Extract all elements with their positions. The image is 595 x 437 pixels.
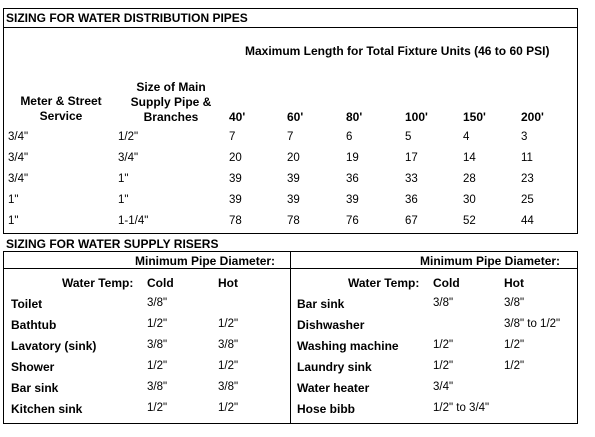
hot-size: 1/2" xyxy=(218,318,239,330)
length-40: 40' xyxy=(229,110,246,124)
fixture-name: Bar sink xyxy=(11,381,59,395)
hot-size: 1/2" xyxy=(218,360,239,372)
value-40: 78 xyxy=(229,215,242,227)
cold-size: 1/2" xyxy=(433,339,454,351)
hot-header-left: Hot xyxy=(218,276,238,290)
value-80: 36 xyxy=(346,173,359,185)
water-temp-right: Water Temp: xyxy=(348,276,420,290)
risers-header-rule-right xyxy=(290,268,578,269)
min-diameter-left: Minimum Pipe Diameter: xyxy=(135,254,276,268)
cold-size: 1/2" xyxy=(433,360,454,372)
max-length-header: Maximum Length for Total Fixture Units (46 to 60 PSI) xyxy=(245,44,550,58)
value-80: 76 xyxy=(346,215,359,227)
value-40: 7 xyxy=(229,131,236,143)
risers-center-divider xyxy=(290,251,291,424)
meter-header-line1: Meter & Street xyxy=(20,94,102,108)
fixture-name: Toilet xyxy=(11,297,43,311)
value-60: 20 xyxy=(287,152,300,164)
meter-size: 1" xyxy=(8,194,19,206)
cold-header-right: Cold xyxy=(433,276,460,290)
value-200: 44 xyxy=(521,215,534,227)
cold-size: 3/8" xyxy=(147,339,168,351)
distribution-title-rule xyxy=(3,27,578,28)
value-40: 39 xyxy=(229,173,242,185)
hot-header-right: Hot xyxy=(504,276,524,290)
main-header-line3: Branches xyxy=(143,110,199,124)
cold-size: 1/2" xyxy=(147,318,168,330)
fixture-name: Lavatory (sink) xyxy=(11,339,97,353)
water-temp-left: Water Temp: xyxy=(62,276,134,290)
cold-size: 3/8" xyxy=(147,297,168,309)
main-size: 1" xyxy=(118,173,129,185)
value-100: 67 xyxy=(405,215,418,227)
value-80: 6 xyxy=(346,131,353,143)
main-header-line2: Supply Pipe & xyxy=(130,95,212,109)
hot-size: 1/2" xyxy=(504,360,525,372)
fixture-name: Dishwasher xyxy=(297,318,365,332)
fixture-name: Kitchen sink xyxy=(11,402,83,416)
value-100: 33 xyxy=(405,173,418,185)
hot-size: 3/8" xyxy=(218,339,239,351)
main-header-line1: Size of Main xyxy=(136,80,206,94)
length-200: 200' xyxy=(521,110,544,124)
value-80: 39 xyxy=(346,194,359,206)
cold-size: 3/8" xyxy=(433,297,454,309)
cold-size: 1/2" xyxy=(147,402,168,414)
value-60: 78 xyxy=(287,215,300,227)
value-150: 30 xyxy=(463,194,476,206)
meter-size: 1" xyxy=(8,215,19,227)
distribution-title: SIZING FOR WATER DISTRIBUTION PIPES xyxy=(6,11,248,25)
min-diameter-right: Minimum Pipe Diameter: xyxy=(420,254,561,268)
value-150: 52 xyxy=(463,215,476,227)
meter-size: 3/4" xyxy=(8,131,29,143)
meter-size: 3/4" xyxy=(8,152,29,164)
value-200: 11 xyxy=(521,152,533,164)
fixture-name: Shower xyxy=(11,360,55,374)
length-60: 60' xyxy=(287,110,304,124)
hot-size: 3/8" to 1/2" xyxy=(504,318,561,330)
value-60: 39 xyxy=(287,173,300,185)
meter-size: 3/4" xyxy=(8,173,29,185)
value-100: 17 xyxy=(405,152,418,164)
value-200: 25 xyxy=(521,194,534,206)
value-60: 7 xyxy=(287,131,294,143)
risers-title: SIZING FOR WATER SUPPLY RISERS xyxy=(6,237,219,251)
hot-size: 3/8" xyxy=(218,381,239,393)
value-100: 36 xyxy=(405,194,418,206)
cold-header-left: Cold xyxy=(147,276,174,290)
value-40: 20 xyxy=(229,152,242,164)
value-200: 3 xyxy=(521,131,528,143)
value-150: 14 xyxy=(463,152,476,164)
length-80: 80' xyxy=(346,110,363,124)
main-size: 3/4" xyxy=(118,152,139,164)
cold-size: 3/4" xyxy=(433,381,454,393)
fixture-name: Water heater xyxy=(297,381,370,395)
value-150: 28 xyxy=(463,173,476,185)
main-size: 1" xyxy=(118,194,129,206)
main-size: 1-1/4" xyxy=(118,215,149,227)
main-size: 1/2" xyxy=(118,131,139,143)
length-150: 150' xyxy=(463,110,486,124)
fixture-name: Bar sink xyxy=(297,297,345,311)
value-200: 23 xyxy=(521,173,534,185)
fixture-name: Bathtub xyxy=(11,318,57,332)
value-150: 4 xyxy=(463,131,470,143)
cold-size: 3/8" xyxy=(147,381,168,393)
value-60: 39 xyxy=(287,194,300,206)
risers-header-rule-left xyxy=(3,268,291,269)
cold-size: 1/2" xyxy=(147,360,168,372)
fixture-name: Laundry sink xyxy=(297,360,372,374)
fixture-name: Washing machine xyxy=(297,339,399,353)
meter-header-line2: Service xyxy=(39,109,83,123)
value-100: 5 xyxy=(405,131,412,143)
hot-size: 3/8" xyxy=(504,297,525,309)
hot-size: 1/2" xyxy=(218,402,239,414)
value-80: 19 xyxy=(346,152,359,164)
length-100: 100' xyxy=(405,110,428,124)
hot-size: 1/2" xyxy=(504,339,525,351)
cold-size: 1/2" to 3/4" xyxy=(433,402,490,414)
fixture-name: Hose bibb xyxy=(297,402,356,416)
value-40: 39 xyxy=(229,194,242,206)
